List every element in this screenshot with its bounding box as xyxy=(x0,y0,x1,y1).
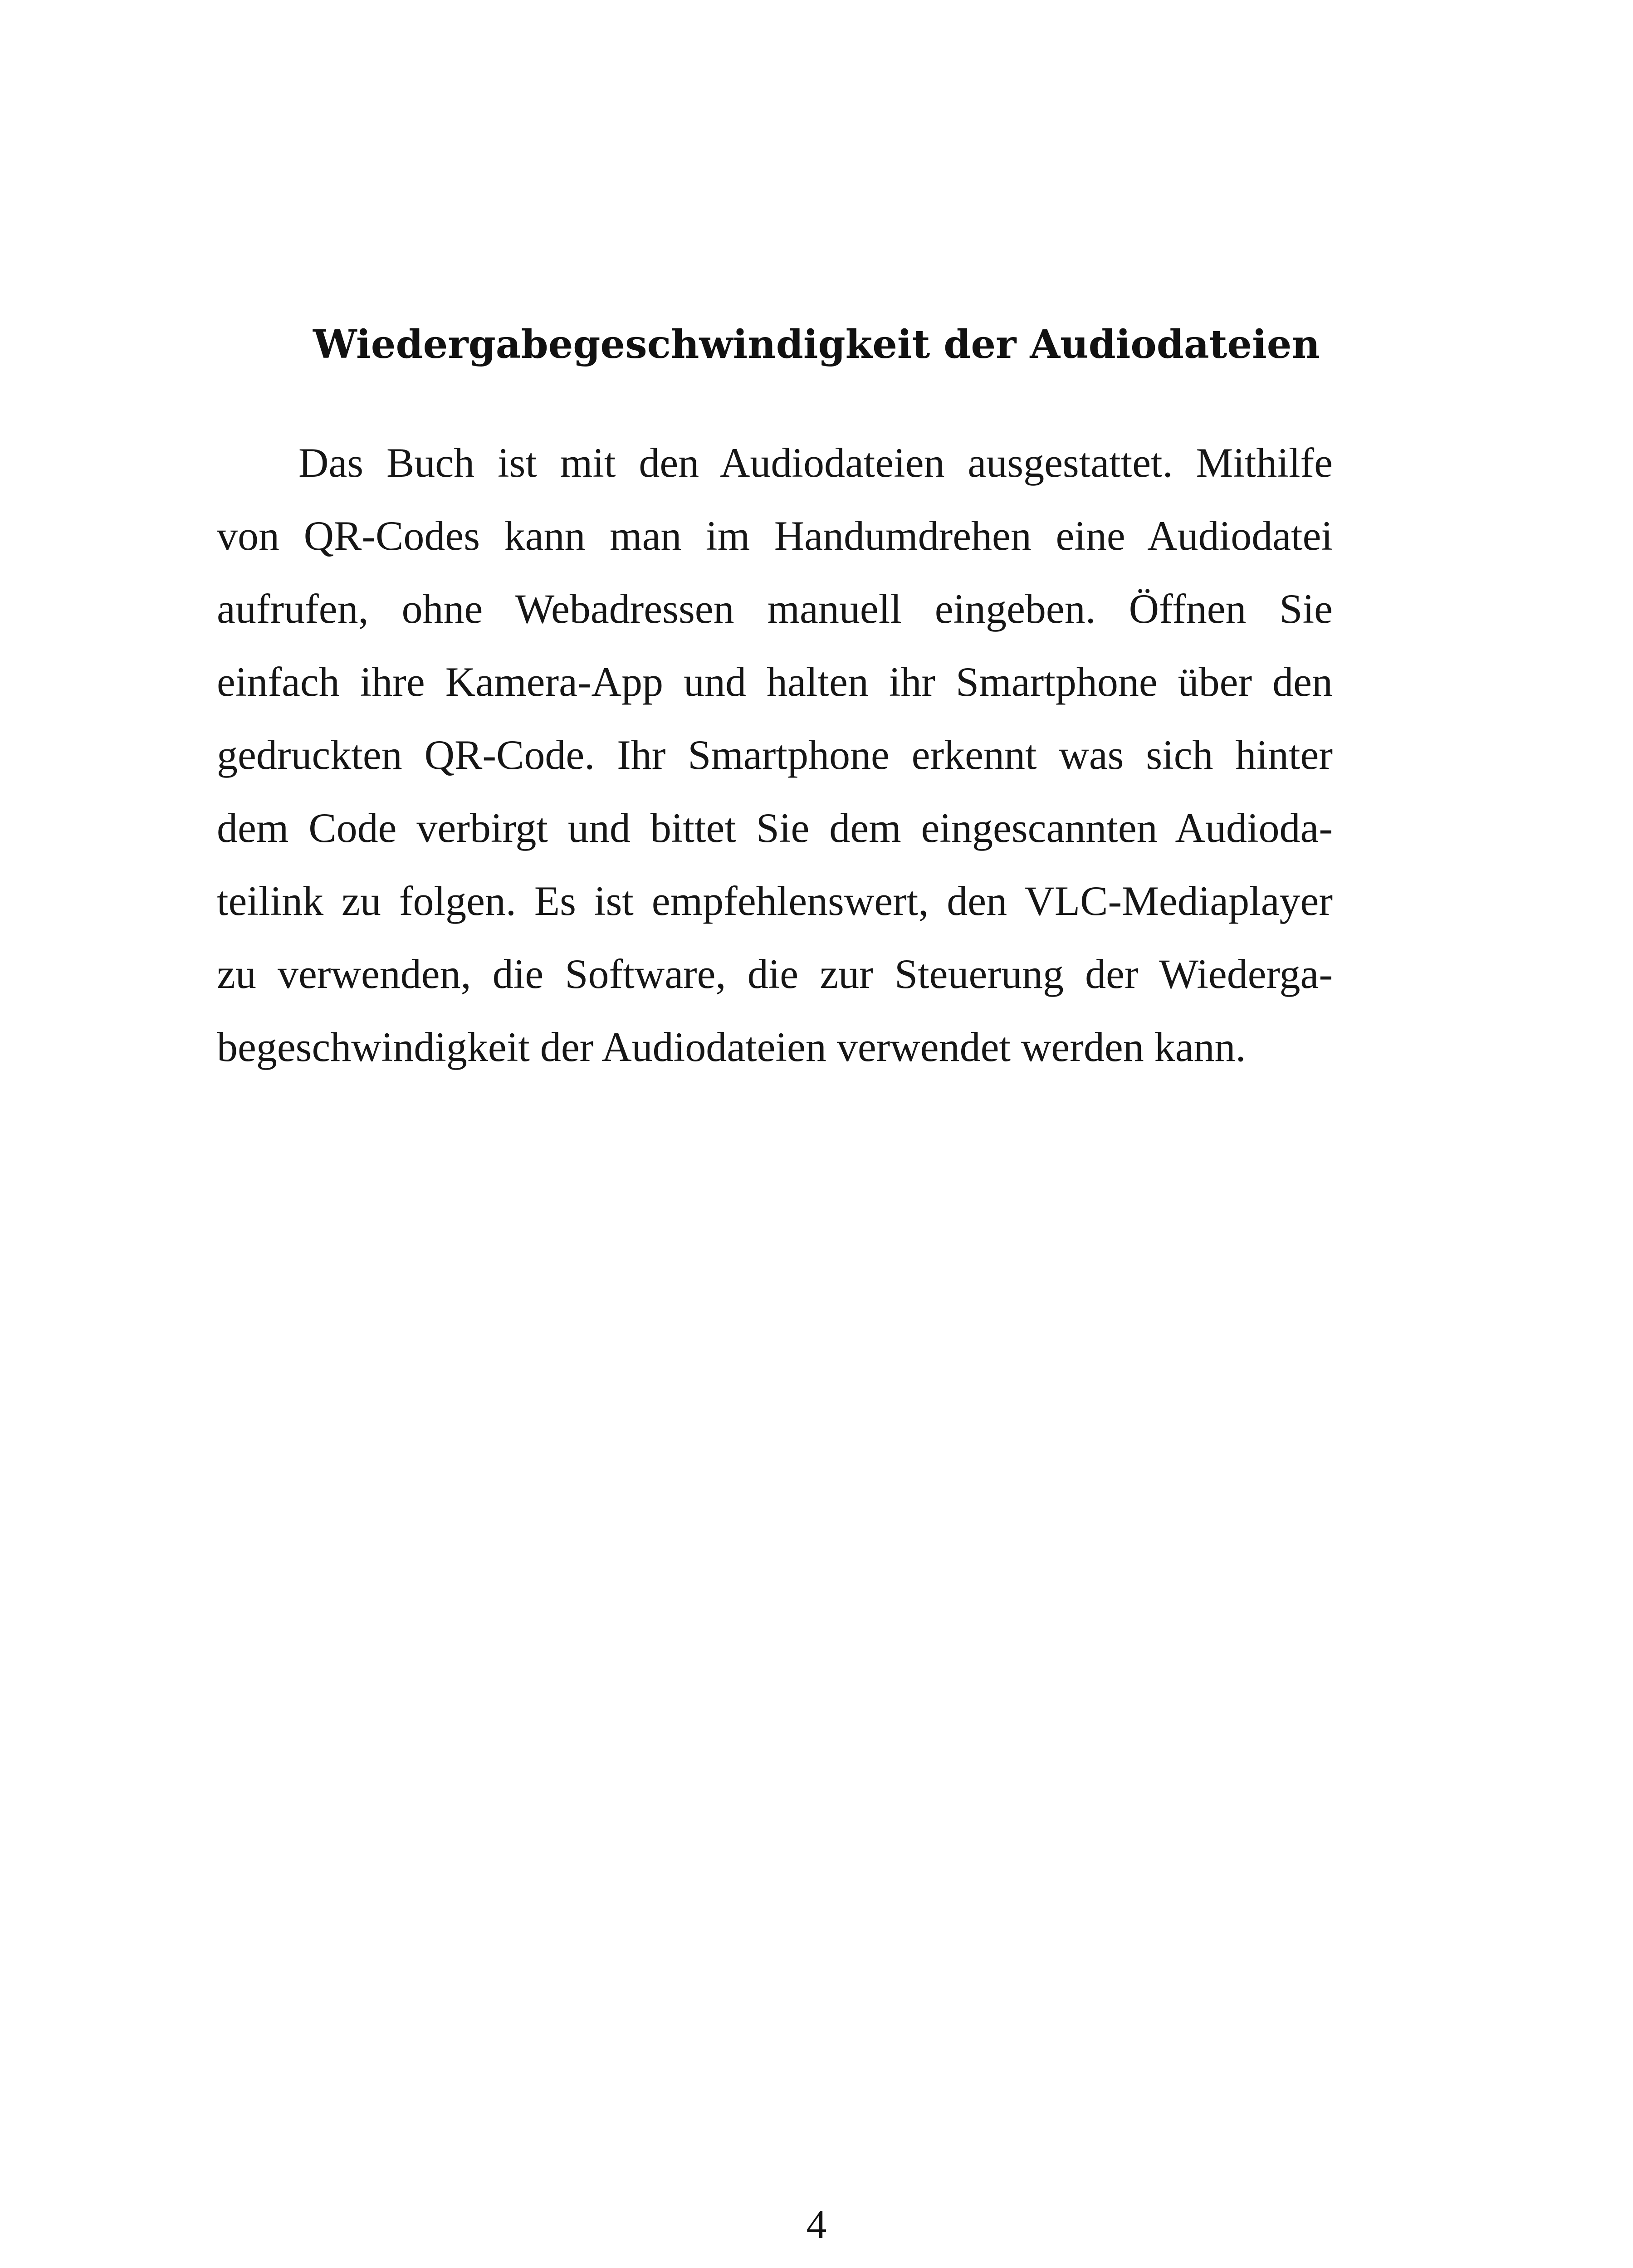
paragraph-line: teilink zu folgen. Es ist empfehlenswert, den VLC-Mediaplayer xyxy=(217,878,1333,924)
paragraph-line: Das Buch ist mit den Audiodateien ausgestattet. Mithilfe xyxy=(298,440,1333,486)
paragraph-line: einfach ihre Kamera-App und halten ihr Smartphone über den xyxy=(217,659,1333,705)
page-number: 4 xyxy=(806,2202,827,2247)
paragraph-line: zu verwenden, die Software, die zur Steuerung der Wiederga- xyxy=(217,951,1333,997)
body-paragraph xyxy=(217,426,1333,1084)
paragraph-line: von QR-Codes kann man im Handumdrehen eine Audiodatei xyxy=(217,513,1333,559)
paragraph-line: gedruckten QR-Code. Ihr Smartphone erkennt was sich hinter xyxy=(217,732,1333,778)
section-heading: Wiedergabegeschwindigkeit der Audiodateien xyxy=(313,322,1320,367)
paragraph-line: dem Code verbirgt und bittet Sie dem eingescannten Audioda- xyxy=(217,805,1333,851)
paragraph-line: begeschwindigkeit der Audiodateien verwendet werden kann. xyxy=(217,1024,1246,1070)
paragraph-line: aufrufen, ohne Webadressen manuell eingeben. Öffnen Sie xyxy=(217,586,1333,632)
